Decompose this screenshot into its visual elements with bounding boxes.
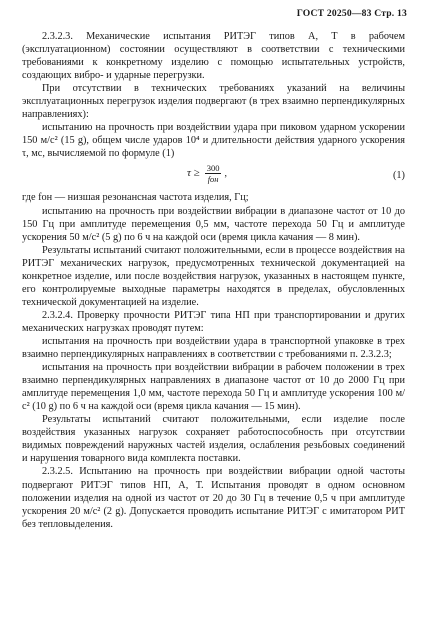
formula-expression: [187, 163, 227, 184]
paragraph-shock-test: испытанию на прочность при воздействии удара при пиковом ударном ускорении 150 м/с² (15 g), общем числе ударов 10⁴ и длительности действия ударного ускорения τ, мс, вычисляемой по формуле (1): [22, 122, 405, 160]
formula-denominator: fон: [207, 174, 219, 185]
paragraph-2-3-2-3: 2.3.2.3. Механические испытания РИТЭГ типов А, Т в рабочем (эксплуатационном) состоянии осуществляют в соответствии с техническими требованиями к конкретному изделию с помощью испытательных устройств, создающих вибро- и ударные перегрузки.: [22, 31, 405, 82]
paragraph-no-requirements: При отсутствии в технических требованиях указаний на величины эксплуатационных перегрузок изделия подвергают (в трех взаимно перпендикулярных направлениях):: [22, 83, 405, 121]
formula-1: [22, 162, 405, 190]
paragraph-results-1: Результаты испытаний считают положительными, если в процессе воздействия на РИТЭГ механических нагрузок, предусмотренных технической документацией на конкретное изделие, или после воздействия нагрузок, указанных в настоящем пункте, его контролируемые выходные параметры находятся в пределах, обусловленных технической документацией на изделие.: [22, 244, 405, 308]
paragraph-results-2: Результаты испытаний считают положительными, если изделие после воздействия указанных нагрузок сохраняет работоспособность при отсутствии видимых повреждений наружных частей изделия, ослабления резьбовых соединений и нарушения товарного вида комплекта поставки.: [22, 414, 405, 465]
formula-number: (1): [392, 170, 405, 182]
paragraph-vibration-test: испытанию на прочность при воздействии вибрации в диапазоне частот от 10 до 150 Гц при амплитуде перемещения 0,5 мм, частоте перехода 50 Гц и амплитуде ускорения 50 м/с² (5 g) по 6 ч на каждой оси (время цикла качания — 8 мин).: [22, 205, 405, 243]
paragraph-transport-vibration: испытания на прочность при воздействии вибрации в рабочем положении в трех взаимно перпендикулярных направлениях в диапазоне частот от 10 до 2000 Гц при амплитуде перемещения 1,0 мм, частоте перехода 50 Гц и амплитуде ускорения 100 м/с² (10 g) по 6 ч на каждой оси (время цикла качания — 15 мин).: [22, 362, 405, 413]
formula-symbol: τ ≥: [187, 167, 200, 180]
document-body: [22, 30, 405, 531]
formula-fraction: [205, 163, 222, 184]
paragraph-2-3-2-4: 2.3.2.4. Проверку прочности РИТЭГ типа НП при транспортировании и других механических нагрузках проводят путем:: [22, 309, 405, 334]
paragraph-where: где fон — низшая резонансная частота изделия, Гц;: [22, 192, 249, 204]
paragraph-transport-shock: испытания на прочность при воздействии удара в транспортной упаковке в трех взаимно перпендикулярных направлениях в соответствии с требованиями п. 2.3.2.3;: [22, 335, 405, 361]
formula-comma: ,: [224, 168, 227, 180]
formula-numerator: 300: [206, 163, 220, 174]
paragraph-2-3-2-5: 2.3.2.5. Испытанию на прочность при воздействии вибрации одной частоты подвергают РИТЭГ типов НП, А, Т. Испытания проводят в одном основном положении изделия на одной из частот от 20 до 30 Гц в течение 0,5 ч при амплитуде ускорения 20 м/с² (2 g). Допускается проводить испытание РИТЭГ с имитатором РИТ без тепловыделения.: [22, 466, 405, 530]
page-header: ГОСТ 20250—83 Стр. 13: [296, 8, 407, 19]
